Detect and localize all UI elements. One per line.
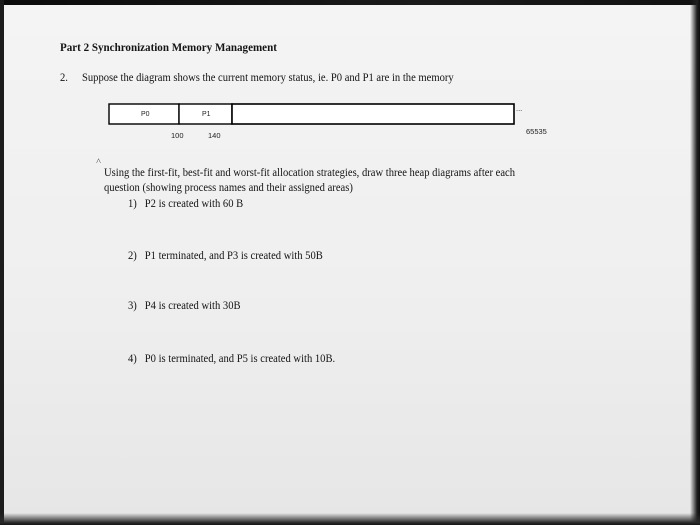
- memory-block-p0-label: P0: [141, 111, 150, 118]
- list-item-text: P2 is created with 60 B: [144, 198, 244, 210]
- question-number: 2.: [60, 72, 68, 84]
- instructions-line-2: question (showing process names and their assigned areas): [104, 182, 353, 194]
- list-item: [128, 250, 323, 262]
- list-item-number: 2): [128, 250, 137, 262]
- memory-bar: [108, 103, 516, 125]
- photo-edge-top: [0, 0, 700, 5]
- address-tick-100: 100: [171, 131, 184, 140]
- caret-mark: ˄: [96, 156, 102, 166]
- question-text: Suppose the diagram shows the current memory status, ie. P0 and P1 are in the memory: [82, 72, 454, 84]
- memory-diagram: [108, 103, 516, 125]
- list-item-text: P1 terminated, and P3 is created with 50B: [144, 250, 323, 262]
- memory-ellipsis: ...: [516, 104, 523, 113]
- memory-free-space: [232, 104, 514, 124]
- list-item-number: 4): [128, 353, 137, 365]
- list-item-number: 3): [128, 300, 137, 312]
- address-tick-140: 140: [208, 131, 221, 140]
- photo-edge-right: [690, 0, 700, 525]
- instructions-line-1: Using the first-fit, best-fit and worst-fit allocation strategies, draw three heap diagrams after each: [104, 167, 516, 179]
- list-item-number: 1): [128, 198, 137, 210]
- address-end-65535: 65535: [526, 127, 547, 136]
- list-item-text: P4 is created with 30B: [144, 300, 241, 312]
- page-title: Part 2 Synchronization Memory Management: [60, 40, 277, 54]
- photo-edge-bottom: [0, 513, 700, 525]
- list-item: [128, 353, 335, 365]
- list-item-text: P0 is terminated, and P5 is created with 10B.: [144, 353, 336, 365]
- list-item: [128, 198, 243, 210]
- memory-block-p1-label: P1: [202, 111, 211, 118]
- list-item: [128, 300, 241, 312]
- photo-edge-left: [0, 0, 4, 525]
